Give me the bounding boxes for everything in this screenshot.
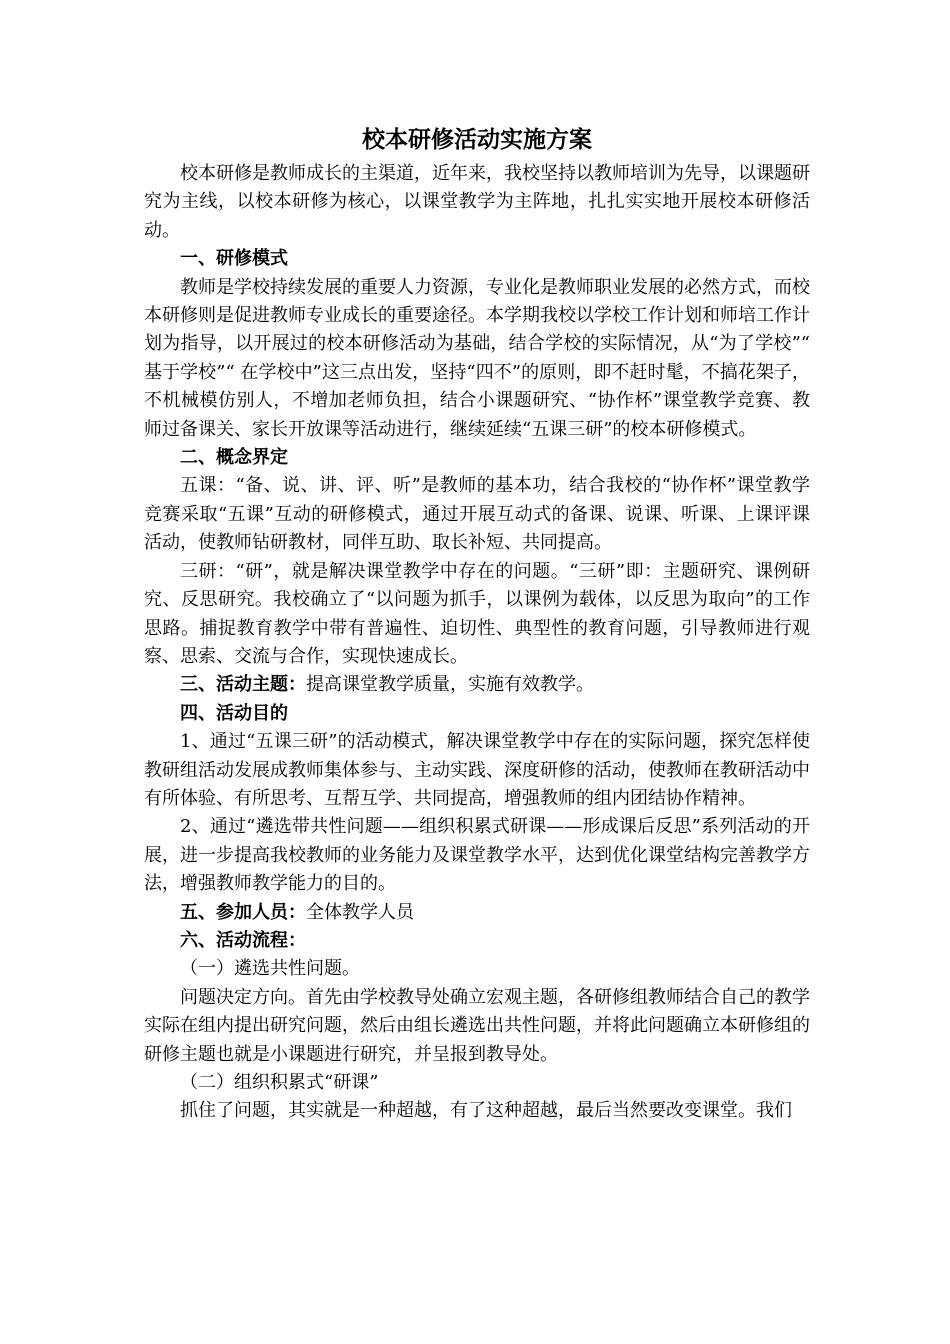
definition-paragraph-three-research: 三研：“研”，就是解决课堂教学中存在的问题。“三研”即：主题研究、课例研究、反思研究。我校确立了“以问题为抓手，以课例为载体，以反思为取向”的工作思路。捕捉教育教学中带有普遍性、迫切性、典型性的教育问题，引导教师进行观察、思索、交流与合作，实现快速成长。 [144,560,810,667]
section-theme-line [144,671,810,699]
section-heading-mode: 一、研修模式 [180,248,288,270]
intro-paragraph: 校本研修是教师成长的主渠道，近年来，我校坚持以教师培训为先导，以课题研究为主线，以校本研修为核心，以课堂教学为主阵地，扎扎实实地开展校本研修活动。 [144,163,810,241]
section-participants-line [144,899,810,927]
section-heading-purpose: 四、活动目的 [180,702,288,724]
participants-text: 全体教学人员 [306,901,414,923]
section-mode-paragraph: 教师是学校持续发展的重要人力资源，专业化是教师职业发展的必然方式，而校本研修则是促进教师专业成长的重要途径。本学期我校以学校工作计划和师培工作计划为指导，以开展过的校本研修活动为基础，结合学校的实际情况，从“为了学校”“ 基于学校”“ 在学校中”这三点出发，坚持“四不”的原则，即不赶时髦，不搞花架子，不机械模仿别人，不增加老师负担，结合小课题研究、“协作杯”课堂教学竞赛、教师过备课关、家长开放课等活动进行，继续延续“五课三研”的校本研修模式。 [144,276,810,440]
process-paragraph-1: 问题决定方向。首先由学校教导处确立宏观主题，各研修组教师结合自己的教学实际在组内提出研究问题，然后由组长遴选出共性问题，并将此问题确立本研修组的研修主题也就是小课题进行研究，并呈报到教导处。 [144,986,810,1065]
section-heading-process: 六、活动流程： [180,929,306,951]
document-page [144,112,810,1126]
definition-paragraph-five-lessons: 五课：“备、说、讲、评、听”是教师的基本功，结合我校的“协作杯”课堂教学竞赛采取“五课”互动的研修模式，通过开展互动式的备课、说课、听课、上课评课活动，使教师钻研教材，同伴互助、取长补短、共同提高。 [144,475,810,554]
purpose-paragraph-1: 1、通过“五课三研”的活动模式，解决课堂教学中存在的实际问题，探究怎样使教研组活动发展成教师集体参与、主动实践、深度研修的活动，使教师在教研活动中有所体验、有所思考、互帮互学、共同提高，增强教师的组内团结协作精神。 [144,731,810,809]
section-heading-participants: 五、参加人员： [180,901,306,923]
section-heading-definition: 二、概念界定 [180,447,288,469]
theme-text: 提高课堂教学质量，实施有效教学。 [306,674,594,696]
process-subheading-1: （一）遴选共性问题。 [180,958,360,980]
section-heading-theme: 三、活动主题： [180,674,306,696]
purpose-paragraph-2: 2、通过“遴选带共性问题——组织积累式研课——形成课后反思”系列活动的开展，进一步提高我校教师的业务能力及课堂教学水平，达到优化课堂结构完善教学方法，增强教师教学能力的目的。 [144,816,810,895]
process-subheading-2: （二）组织积累式“研课” [180,1072,379,1093]
document-title: 校本研修活动实施方案 [362,126,592,153]
process-paragraph-2: 抓住了问题，其实就是一种超越，有了这种超越，最后当然要改变课堂。我们 [180,1100,792,1122]
